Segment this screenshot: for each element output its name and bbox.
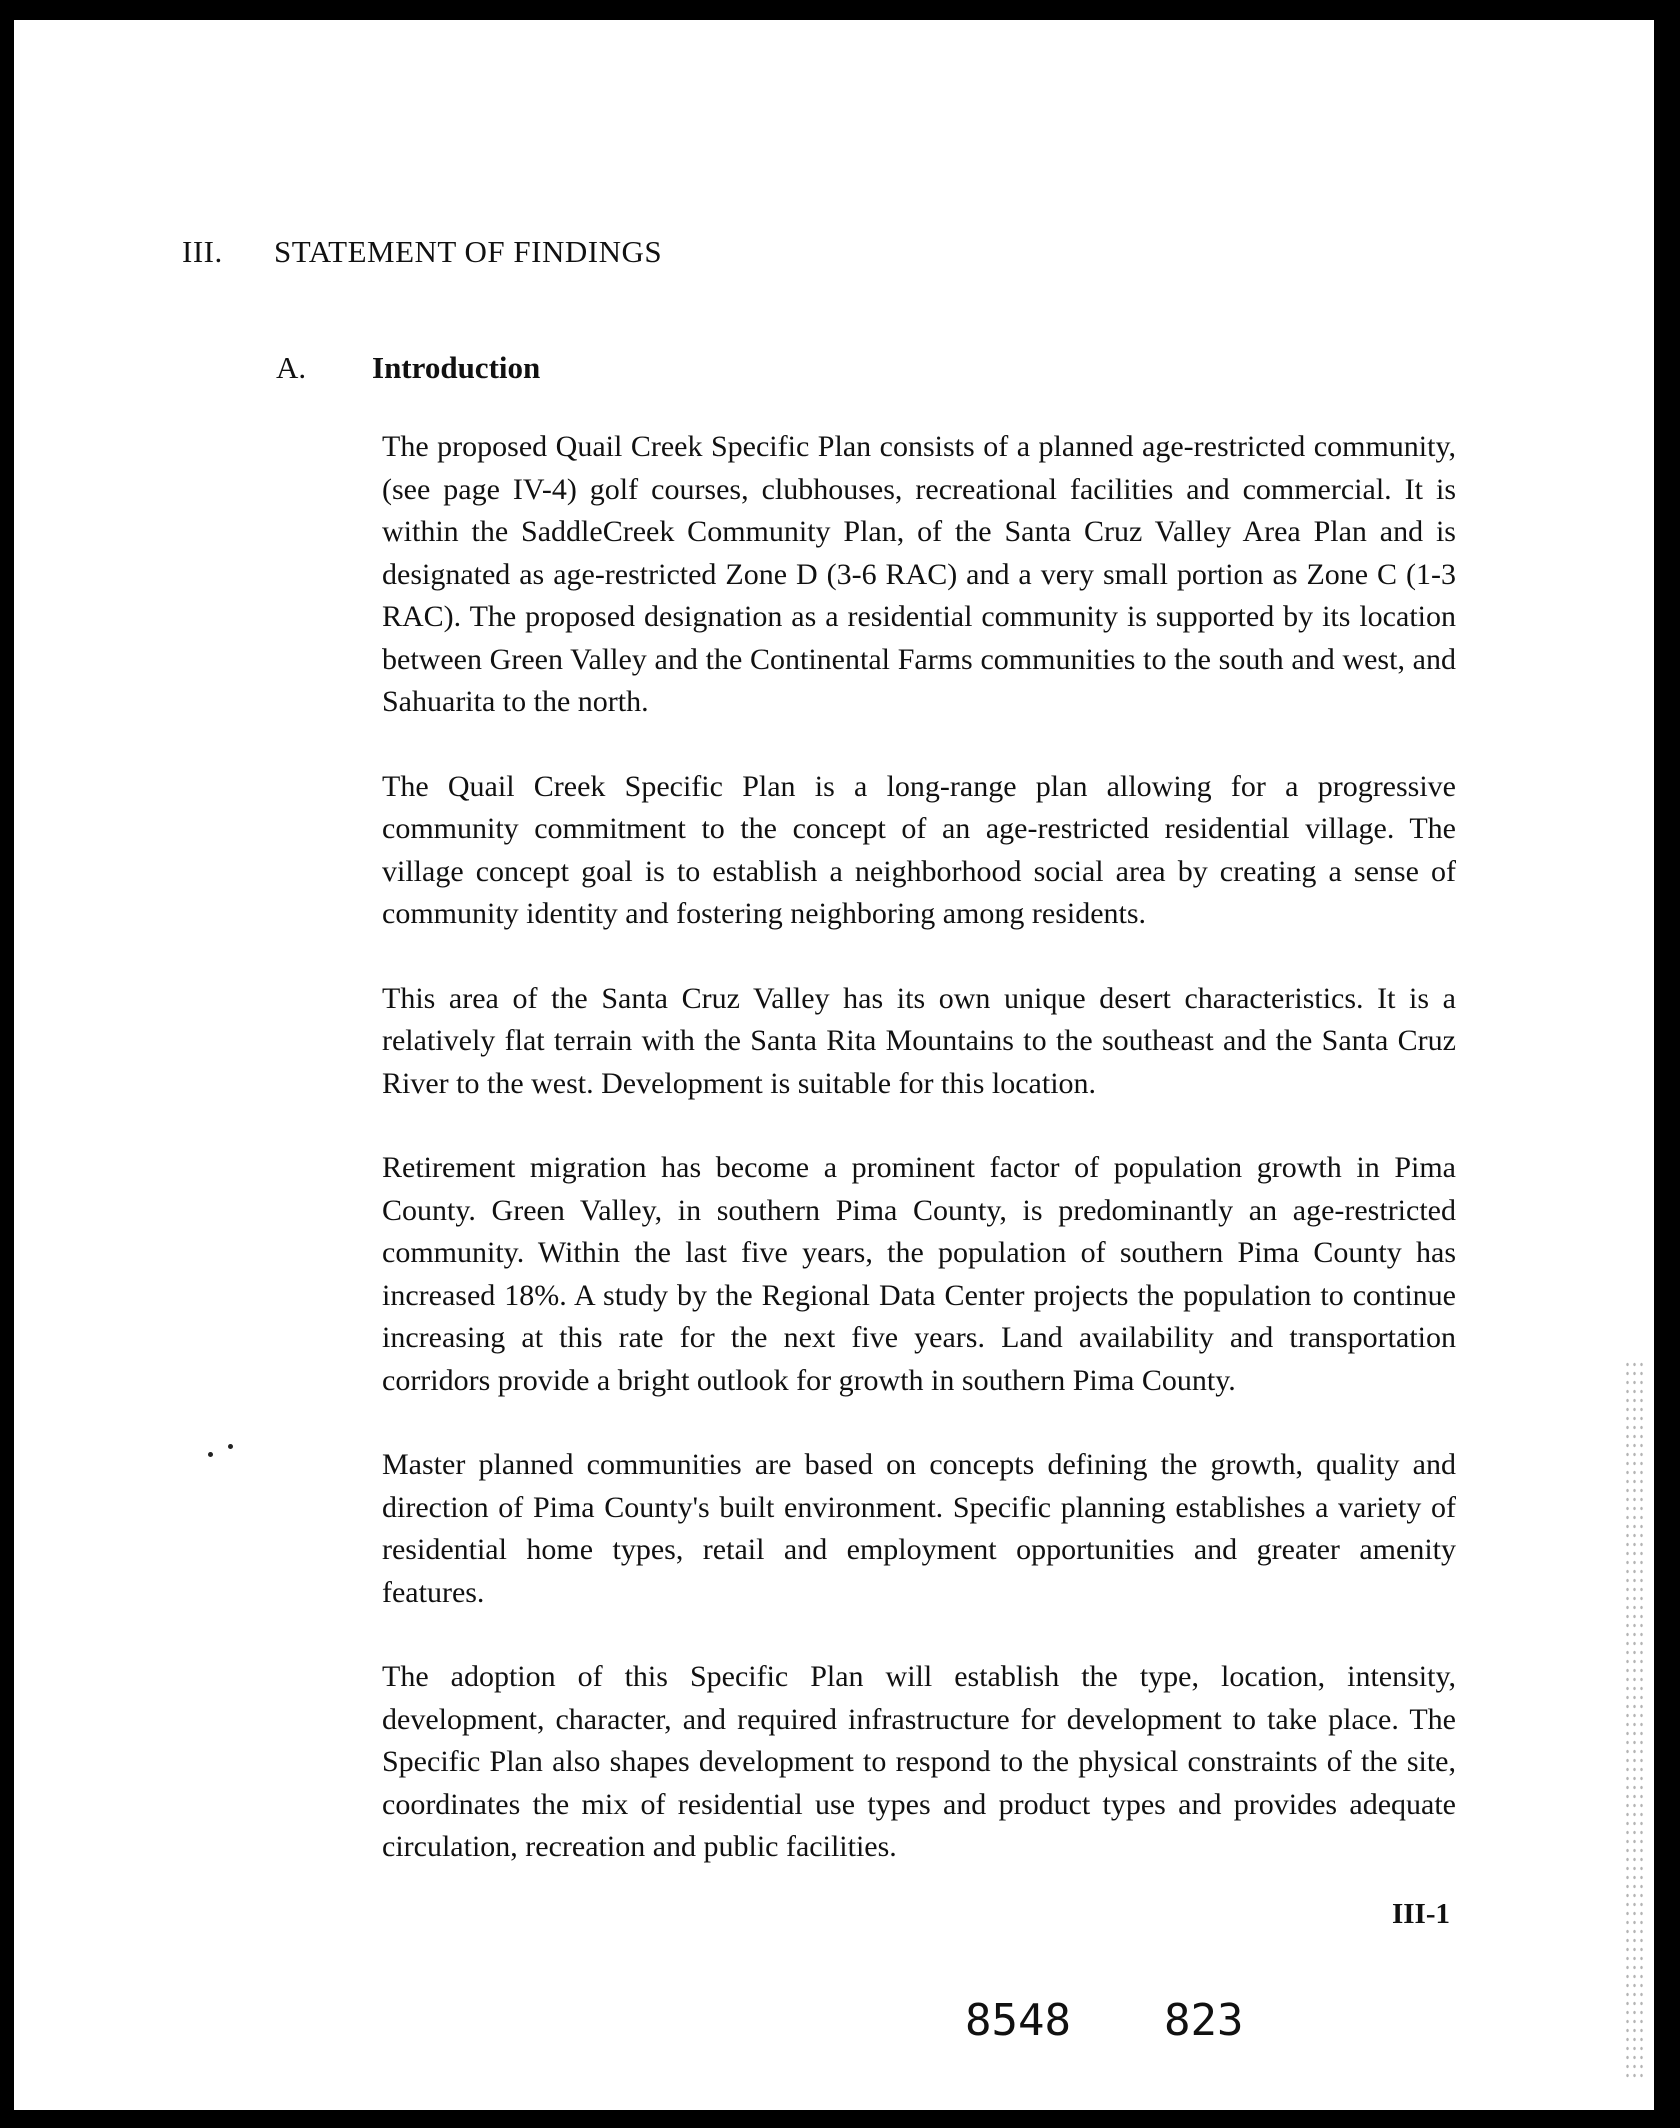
paragraph-2: The Quail Creek Specific Plan is a long-range plan allowing for a progressive community commitment to the concept of an age-restricted residential village. The village concept goal is to establish a neighborhood social area by creating a sense of community identity and fostering neighboring among residents.: [382, 769, 1456, 930]
document-page: [14, 20, 1654, 2110]
section-numeral: III.: [182, 234, 223, 269]
paragraph-6: The adoption of this Specific Plan will establish the type, location, intensity, development, character, and required infrastructure for development to take place. The Specific Plan also shapes development to respond to the physical constraints of the site, coordinates the mix of residential use types and product types and provides adequate circulation, recreation and public facilities.: [382, 1660, 1456, 1863]
scan-speck: [228, 1444, 233, 1449]
stamp-number-second: 823: [1164, 1995, 1244, 2046]
subsection-title: Introduction: [372, 350, 541, 385]
stamp-number-first: 8548: [965, 1995, 1071, 2046]
scan-speck: [208, 1452, 213, 1457]
page-number: III-1: [1391, 1898, 1450, 1930]
paragraph-4: Retirement migration has become a prominent factor of population growth in Pima County. Green Valley, in southern Pima County, is predominantly an age-restricted community. Within the last five years, the population of southern Pima County has increased 18%. A study by the Regional Data Center projects the population to continue increasing at this rate for the next five years. Land availability and transportation corridors provide a bright outlook for growth in southern Pima County.: [382, 1151, 1456, 1397]
paragraph-3: This area of the Santa Cruz Valley has its own unique desert characteristics. It is a relatively flat terrain with the Santa Rita Mountains to the southeast and the Santa Cruz River to the west. Development is suitable for this location.: [382, 981, 1456, 1100]
scan-noise: [1624, 1360, 1646, 2080]
paragraph-1: The proposed Quail Creek Specific Plan consists of a planned age-restricted community, (see page IV-4) golf courses, clubhouses, recreational facilities and commercial. It is within the SaddleCreek Community Plan, of the Santa Cruz Valley Area Plan and is designated as age-restricted Zone D (3-6 RAC) and a very small portion as Zone C (1-3 RAC). The proposed designation as a residential community is supported by its location between Green Valley and the Continental Farms communities to the south and west, and Sahuarita to the north.: [382, 430, 1456, 718]
paragraph-5: Master planned communities are based on concepts defining the growth, quality and direction of Pima County's built environment. Specific planning establishes a variety of residential home types, retail and employment opportunities and greater amenity features.: [382, 1448, 1456, 1609]
subsection-heading: [276, 350, 540, 386]
body-text: [382, 426, 1456, 1911]
section-title: STATEMENT OF FINDINGS: [274, 234, 663, 269]
section-heading: [182, 234, 662, 270]
subsection-letter: A.: [276, 350, 307, 385]
